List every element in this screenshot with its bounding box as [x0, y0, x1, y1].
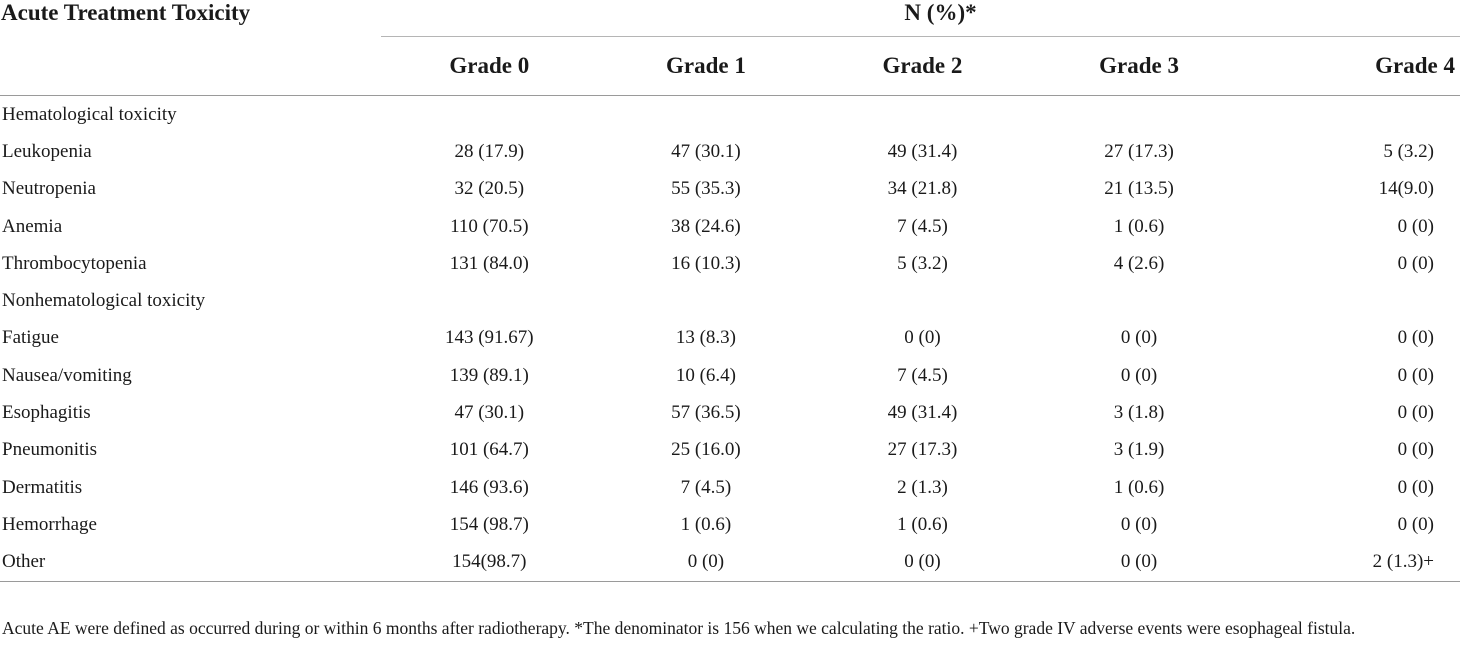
cell-grade-3: 1 (0.6) — [1113, 476, 1165, 498]
empty-cell — [814, 282, 1031, 319]
cell-grade-1: 0 (0) — [598, 544, 815, 582]
cell-grade-3: 0 (0) — [1031, 544, 1248, 582]
cell-grade-4: 0 (0) — [1397, 327, 1434, 349]
cell-grade-4: 2 (1.3)+ — [1247, 544, 1460, 582]
column-header-grade-1: Grade 1 — [598, 37, 815, 96]
cell-grade-4: 0 (0) — [1397, 476, 1434, 498]
table-row — [0, 506, 1460, 543]
cell-grade-1: 13 (8.3) — [675, 327, 736, 349]
group-header: N (%)* — [904, 0, 977, 25]
row-label: Anemia — [2, 215, 63, 237]
column-header-grade-4: Grade 4 — [1247, 37, 1460, 96]
cell-grade-2: 49 (31.4) — [887, 402, 958, 424]
empty-cell — [1247, 96, 1460, 134]
cell-grade-3: 3 (1.8) — [1113, 402, 1165, 424]
row-label: Nausea/vomiting — [2, 364, 132, 386]
cell-grade-2: 27 (17.3) — [887, 439, 958, 461]
cell-grade-2: 0 (0) — [904, 327, 941, 349]
cell-grade-0: 28 (17.9) — [454, 140, 525, 162]
cell-grade-2: 2 (1.3) — [897, 476, 948, 498]
table-row — [0, 357, 1460, 394]
cell-grade-1: 10 (6.4) — [675, 364, 736, 386]
cell-grade-3: 1 (0.6) — [1113, 215, 1165, 237]
empty-cell — [1247, 282, 1460, 319]
table-row — [0, 171, 1460, 208]
cell-grade-2: 0 (0) — [814, 544, 1031, 582]
row-label: Dermatitis — [2, 476, 83, 498]
empty-cell — [1031, 96, 1248, 134]
row-label: Hemorrhage — [2, 513, 97, 535]
table-row — [0, 133, 1460, 170]
row-label: Esophagitis — [2, 402, 91, 424]
empty-cell — [381, 96, 598, 134]
cell-grade-0: 32 (20.5) — [454, 178, 525, 200]
empty-cell — [814, 96, 1031, 134]
cell-grade-0: 101 (64.7) — [449, 439, 529, 461]
column-header-grade-2: Grade 2 — [814, 37, 1031, 96]
cell-grade-4: 0 (0) — [1397, 215, 1434, 237]
cell-grade-1: 57 (36.5) — [671, 402, 741, 424]
row-label: Neutropenia — [2, 178, 96, 200]
cell-grade-1: 38 (24.6) — [671, 215, 741, 237]
cell-grade-4: 0 (0) — [1397, 439, 1434, 461]
cell-grade-1: 1 (0.6) — [680, 513, 732, 535]
table-row — [0, 432, 1460, 469]
cell-grade-0: 110 (70.5) — [450, 215, 529, 237]
cell-grade-2: 1 (0.6) — [897, 513, 948, 535]
cell-grade-1: 25 (16.0) — [671, 439, 741, 461]
empty-cell — [598, 282, 815, 319]
column-header-grade-0: Grade 0 — [381, 37, 598, 96]
cell-grade-4: 5 (3.2) — [1383, 140, 1434, 162]
cell-grade-3: 0 (0) — [1120, 513, 1158, 535]
cell-grade-3: 27 (17.3) — [1104, 140, 1174, 162]
cell-grade-2: 7 (4.5) — [897, 215, 948, 237]
row-label: Pneumonitis — [2, 439, 98, 461]
cell-grade-0: 146 (93.6) — [449, 476, 529, 498]
section-label: Nonhematological toxicity — [2, 290, 206, 312]
table-footnote: Acute AE were defined as occurred during or within 6 months after radiotherapy. *The denominator is 156 when we calculating the ratio. +Two grade IV adverse events were esophageal fistula. — [2, 618, 1356, 638]
cell-grade-2: 34 (21.8) — [887, 178, 958, 200]
section-label: Hematological toxicity — [2, 103, 177, 125]
section-row — [0, 96, 1460, 134]
row-label: Fatigue — [2, 327, 59, 349]
empty-cell — [381, 282, 598, 319]
cell-grade-3: 21 (13.5) — [1104, 178, 1174, 200]
row-label: Other — [0, 544, 381, 582]
empty-cell — [1031, 282, 1248, 319]
header-blank-cell — [0, 37, 381, 96]
table-row — [0, 245, 1460, 282]
cell-grade-4: 0 (0) — [1397, 252, 1434, 274]
row-label: Leukopenia — [2, 140, 92, 162]
cell-grade-0: 143 (91.67) — [444, 327, 534, 349]
cell-grade-4: 0 (0) — [1397, 513, 1434, 535]
cell-grade-4: 14(9.0) — [1378, 178, 1434, 200]
table-body — [0, 96, 1460, 582]
cell-grade-0: 154 (98.7) — [449, 513, 529, 535]
row-label: Thrombocytopenia — [2, 252, 147, 274]
cell-grade-0: 131 (84.0) — [449, 252, 529, 274]
cell-grade-1: 55 (35.3) — [671, 178, 741, 200]
cell-grade-0: 154(98.7) — [381, 544, 598, 582]
cell-grade-1: 47 (30.1) — [671, 140, 741, 162]
table-row — [0, 320, 1460, 357]
table-row — [0, 544, 1460, 582]
table-row — [0, 208, 1460, 245]
table-title: Acute Treatment Toxicity — [1, 0, 251, 25]
section-row — [0, 282, 1460, 319]
cell-grade-3: 0 (0) — [1120, 364, 1158, 386]
cell-grade-4: 0 (0) — [1397, 402, 1434, 424]
cell-grade-4: 0 (0) — [1397, 364, 1434, 386]
cell-grade-3: 0 (0) — [1120, 327, 1158, 349]
cell-grade-0: 139 (89.1) — [449, 364, 529, 386]
cell-grade-3: 3 (1.9) — [1113, 439, 1165, 461]
cell-grade-3: 4 (2.6) — [1113, 252, 1165, 274]
empty-cell — [598, 96, 815, 134]
cell-grade-2: 49 (31.4) — [887, 140, 958, 162]
table-row — [0, 469, 1460, 506]
table-row — [0, 394, 1460, 431]
column-header-grade-3: Grade 3 — [1031, 37, 1248, 96]
cell-grade-1: 7 (4.5) — [680, 476, 732, 498]
cell-grade-2: 5 (3.2) — [897, 252, 948, 274]
cell-grade-1: 16 (10.3) — [671, 252, 741, 274]
cell-grade-2: 7 (4.5) — [897, 364, 948, 386]
cell-grade-0: 47 (30.1) — [454, 402, 525, 424]
